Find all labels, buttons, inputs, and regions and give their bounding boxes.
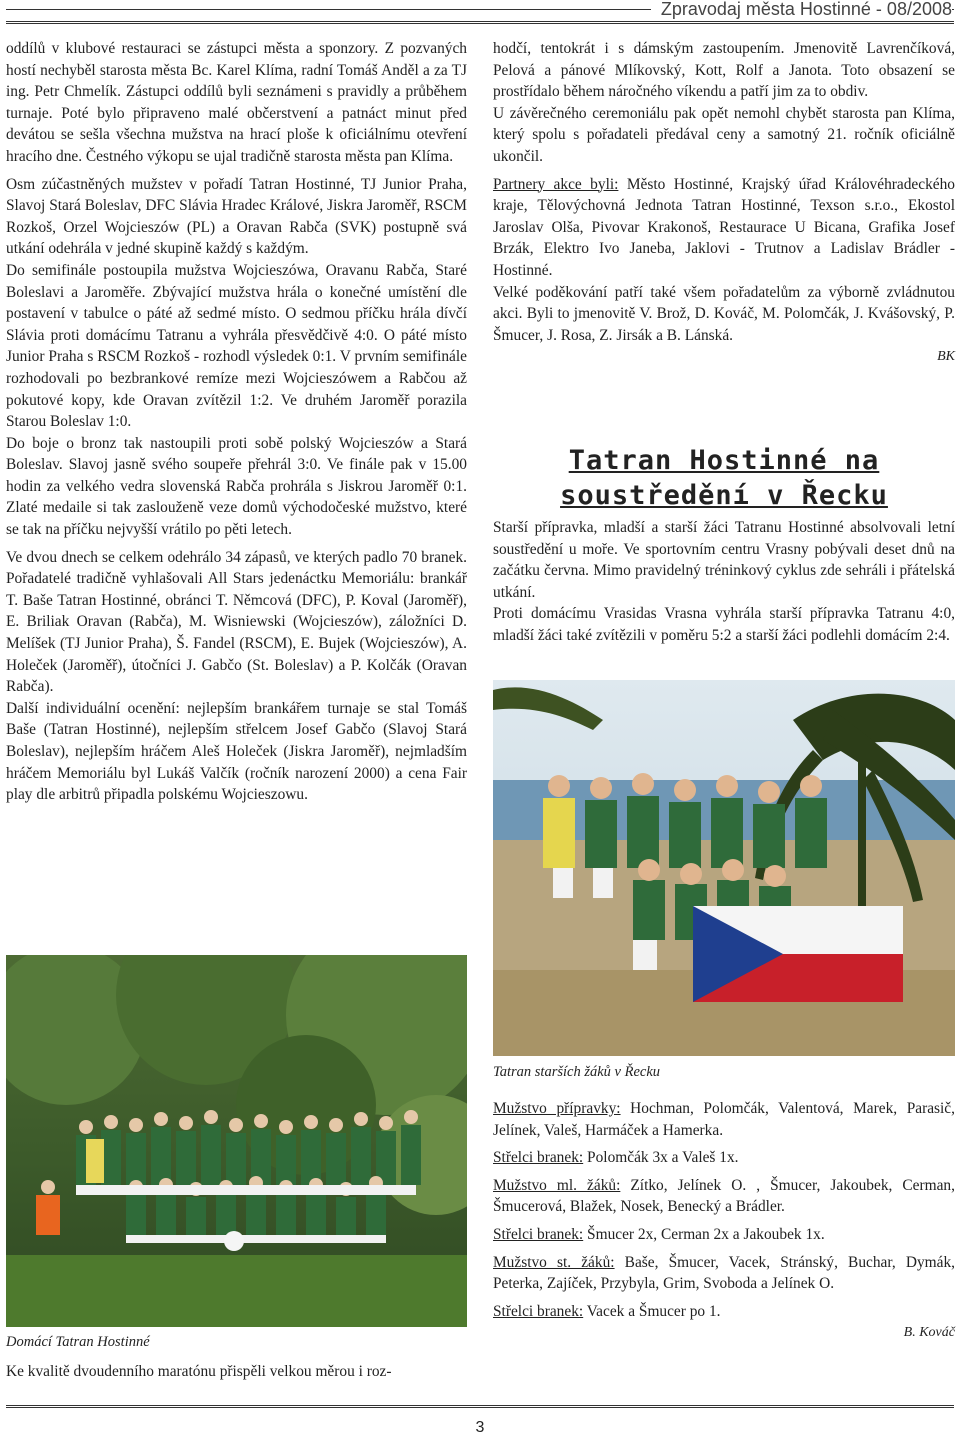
paragraph: Velké poděkování patří také všem pořadatelům za výborně zvládnutou akci. Byli to jmenovitě V. Brož, D. Kováč, M. Polomčák, J. Kvášovský, P. Šmucer, J. Rosa, Z. Jirsák a B. Lánská. xyxy=(493,283,955,344)
author-signature: B. Kováč xyxy=(903,1325,955,1341)
paragraph: Další individuální ocenění: nejlepším brankářem turnaje se stal Tomáš Baše (Tatran Hostinné), nejlepším střelcem Josef Gabčo (Slavoj Stará Boleslav), nejlepším hráčem Aleš Holeček (Jiskra Jaroměř), nejmladším hráčem Memoriálu byl Lukáš Valčík (ročník narození 2000) a cena Fair play dle arbitrů připadla polskému Wojcieszowu. xyxy=(6,699,467,804)
scorers-names: Polomčák 3x a Valeš 1x. xyxy=(583,1149,739,1167)
roster-label: Mužstvo st. žáků: xyxy=(493,1253,615,1271)
paragraph: hodčí, tentokrát i s dámským zastoupením. Jmenovitě Lavrenčíková, Pelová a pánové Mlíkovský, Kott, Rolf a Janota. Toto obsazení se prostřídalo během náročného víkendu a patří jim za to obdiv. xyxy=(493,40,955,101)
scorers-paragraph xyxy=(493,1224,955,1246)
header-double-rule xyxy=(6,21,954,24)
roster-names: Zítko, Jelínek O. , Šmucer, Jakoubek, Cerman, Šmucerová, Blažek, Nosek, Benecký a Brádler. xyxy=(493,1176,955,1216)
roster-names: Baše, Šmucer, Vacek, Stránský, Buchar, Dymák, Peterka, Zajíček, Przybyla, Grim, Svoboda a Jelínek O. xyxy=(493,1253,955,1293)
paragraph: Ve dvou dnech se celkem odehrálo 34 zápasů, ve kterých padlo 70 branek. Pořadatelé tradičně vyhlašovali All Stars jedenáctku Memoriálu: brankář T. Baše Tatran Hostinné, obránci T. Němcová (DFC), P. Koval (Jaroměř), E. Briliak Oravan (Rabča), M. Wisniewski (Wojcieszów), záložníci D. Melíšek (TJ Junior Praha), Š. Fandel (RSCM), E. Bujek (Wojcieszów), A. Holeček (Jaroměř), útočníci J. Gabčo (St. Boleslav) a P. Kolčák (Oravan Rabča). xyxy=(6,548,467,696)
scorers-label: Střelci branek: xyxy=(493,1225,584,1243)
scorers-names: Vacek a Šmucer po 1. xyxy=(583,1302,721,1320)
paragraph: Osm zúčastněných mužstev v pořadí Tatran Hostinné, TJ Junior Praha, Slavoj Stará Boleslav, DFC Slávia Hradec Králové, Jiskra Jaroměř, RSCM Rozkoš, Orzel Wojcieszów (PL) a Oravan Rabča (SVK) postupně svá utkání odehrála v jedné skupině každý s každým. xyxy=(6,175,467,258)
scorers-paragraph xyxy=(493,1147,955,1169)
paragraph: Starší přípravka, mladší a starší žáci Tatranu Hostinné absolvovali letní soustředění u moře. Ve sportovním centru Vrasny pobývali deset dnů na začátku června. Mimo pravidelný tréninkový cyklus zde sehráli i přátelská utkání. xyxy=(493,519,955,601)
paragraph: oddílů v klubové restauraci se zástupci města a sponzory. Z pozvaných hostí nechyběl starosta města Bc. Karel Klíma, radní Tomáš Anděl a za TJ ing. Petr Chmelík. Zástupci oddílů byli seznámeni s pravidly a průběhem turnaje. Poté bylo připraveno malé občerstvení a patnáct minut před devátou se sešla všechna mužstva na hrací ploše k oficiálnímu otevření hracího dne. Čestného výkopu se ujal tradičně starosta města pan Klíma. xyxy=(6,40,467,165)
team-photo-home xyxy=(6,955,467,1327)
footer-double-rule xyxy=(6,1405,954,1408)
team-rosters xyxy=(493,1098,955,1344)
left-column xyxy=(6,38,467,806)
scorers-label: Střelci branek: xyxy=(493,1149,584,1167)
photo-caption: Tatran starších žáků v Řecku xyxy=(493,1064,661,1080)
paragraph xyxy=(493,174,955,282)
newsletter-title: Zpravodaj města Hostinné - 08/2008 xyxy=(651,0,952,20)
roster-paragraph xyxy=(493,1098,955,1141)
paragraph: Do semifinále postoupila mužstva Wojcieszówa, Oravanu Rabča, Staré Boleslavi a Jaroměře. Zbývající mužstva hrála o konečné umístění dle postavení v tabulce o páté až sedmé místo. O sedmou příčku hrála dívčí Slávia proti domácímu Tatranu a vyhrála přesvědčivě 4:0. O páté místo Junior Praha s RSCM Rozkoš - rozhodl výsledek 0:1. V prvním semifinále rozhodovali po bezbrankové remíze mezi Wojcieszówem a Rabčou až pokutové kopy, kde Oravan zvítězil 1:2. Ve druhém Jaroměř porazila Starou Boleslav 1:0. xyxy=(6,261,467,431)
page-header xyxy=(0,0,960,22)
scorers-names: Šmucer 2x, Cerman 2x a Jakoubek 1x. xyxy=(583,1225,825,1243)
article-body xyxy=(493,517,955,647)
scorers-label: Střelci branek: xyxy=(493,1302,584,1320)
paragraph: Proti domácímu Vrasidas Vrasna vyhrála starší přípravka Tatranu 4:0, mladší žáci také zvítězili v poměru 5:2 a starší žáci podlehli domácím 2:4. xyxy=(493,605,955,644)
right-column xyxy=(493,38,955,368)
roster-names: Hochman, Polomčák, Valentová, Marek, Parasič, Jelínek, Valeš, Harmáček a Hamerka. xyxy=(493,1100,955,1139)
roster-label: Mužstvo přípravky: xyxy=(493,1100,621,1117)
roster-paragraph xyxy=(493,1175,955,1218)
partners-label: Partnery akce byli: xyxy=(493,175,619,193)
paragraph: U závěrečného ceremoniálu pak opět nemohl chybět starosta pan Klíma, který spolu s pořadateli předával ceny a samotný 21. ročník oficiálně ukončil. xyxy=(493,104,955,165)
page-number: 3 xyxy=(475,1419,485,1436)
roster-label: Mužstvo ml. žáků: xyxy=(493,1176,621,1194)
paragraph: Ke kvalitě dvoudenního maratónu přispěli velkou měrou i roz- xyxy=(6,1363,392,1380)
author-signature: BK xyxy=(937,349,955,365)
scorers-paragraph xyxy=(493,1301,955,1323)
roster-paragraph xyxy=(493,1252,955,1295)
team-photo-greece xyxy=(493,680,955,1056)
photo-caption: Domácí Tatran Hostinné xyxy=(6,1334,150,1350)
article-headline: Tatran Hostinné na soustředění v Řecku xyxy=(560,445,888,511)
partners-text: Město Hostinné, Krajský úřad Královéhradeckého kraje, Tělovýchovná Jednota Tatran Hostinné, Texson s.r.o., Ekostol Jaroslav Olša, Pivovar Krakonoš, Restaurace U Bicana, Grafika Josef Brzák, Elektro Ivo Janeba, Jaklovi - Trutnov a Ladislav Brádler - Hostinné. xyxy=(493,175,955,279)
paragraph: Do boje o bronz tak nastoupili proti sobě polský Wojcieszów a Stará Boleslav. Slavoj jasně svého soupeře přehrál 3:0. Ve finále pak v 15.00 hodin za velkého vedra slovenská Rabča prohrála s Jiskrou Jaroměř 0:1. Zlaté medaile si tak zaslouženě veze domů východočeské mužstvo, které se tak na příčku nejvyšší vrátilo po pěti letech. xyxy=(6,434,467,539)
